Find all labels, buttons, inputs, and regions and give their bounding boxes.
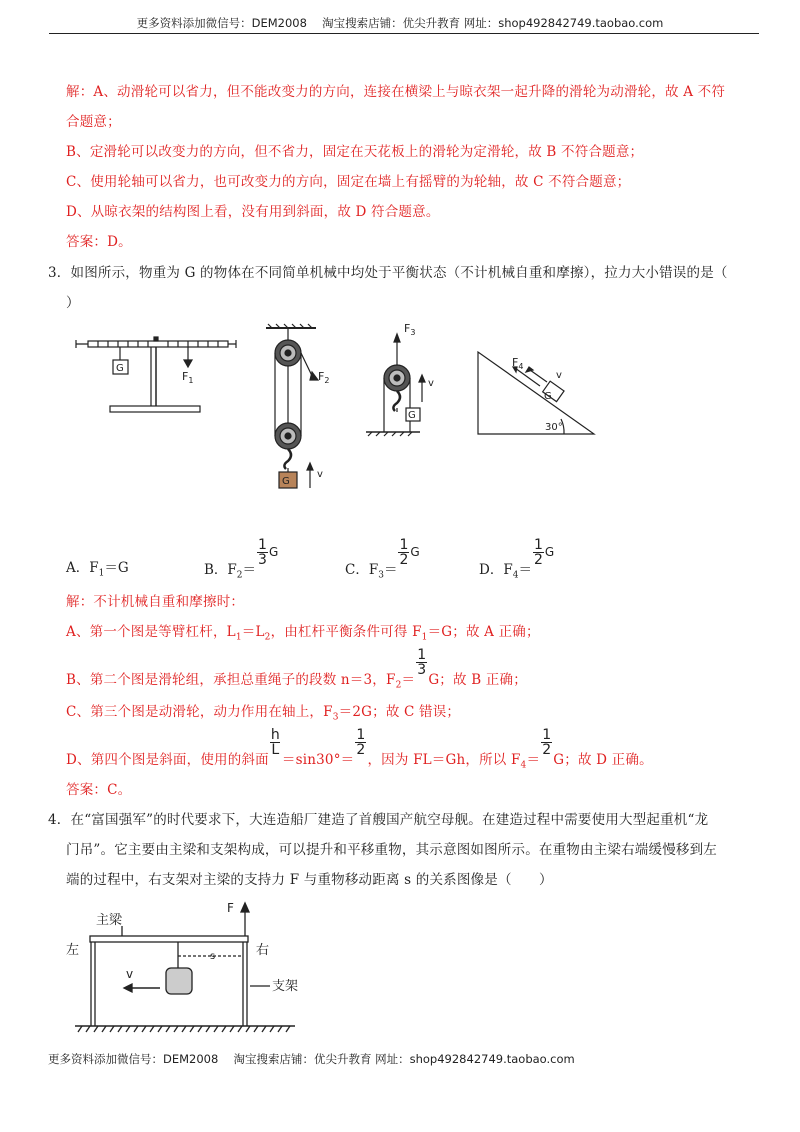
q3-option-d: D．$F_4=$ $\frac{1}{2}$ G <box>479 537 555 581</box>
q3-solution-c: C、第三个图是动滑轮，动力作用在轴上，$F_3=2G$；故 C 错误； <box>66 704 461 723</box>
velocity-label: v <box>126 967 134 981</box>
gantry-crane-figure <box>60 898 320 1038</box>
movable-pulley-figure <box>366 334 425 436</box>
header-rule <box>49 33 759 34</box>
incline-velocity-label: v <box>556 370 562 381</box>
q2-solution-a-line2: 合题意； <box>66 114 121 130</box>
incline-weight-label: G <box>544 391 552 402</box>
q2-solution-c: C、使用轮轴可以省力，也可改变力的方向，固定在墙上有摇臂的为轮轴，故 C 不符合题意； <box>66 174 631 190</box>
incline-angle-label: 30° <box>545 422 563 433</box>
q4-stem-line3: 端的过程中，右支架对主梁的支持力 F 与重物移动距离 s 的关系图像是（ ） <box>66 872 553 888</box>
q3-option-a: A．$F_1=G$ <box>66 560 129 579</box>
movable-pulley-force-label: $F_3$ <box>404 322 416 337</box>
q3-solution-intro: 解：不计机械自重和摩擦时： <box>66 594 245 610</box>
right-label: 右 <box>256 943 270 958</box>
lever-force-label: $F_1$ <box>182 370 194 385</box>
support-label: 支架 <box>272 979 299 994</box>
beam-label: 主梁 <box>96 913 123 928</box>
movable-pulley-weight-label: G <box>408 410 416 421</box>
q4-stem-line2: 门吊”。它主要由主梁和支架构成，可以提升和平移重物，其示意图如图所示。在重物由主梁右端缓慢移到左 <box>66 842 717 858</box>
q2-solution-a-line1: 解：A、动滑轮可以省力，但不能改变力的方向，连接在横梁上与晾衣架一起升降的滑轮为动滑轮，故 A 不符 <box>66 84 726 100</box>
pulley-block-force-label: $F_2$ <box>318 370 330 385</box>
incline-figure <box>478 352 594 434</box>
q2-answer: 答案：D。 <box>66 234 132 250</box>
movable-pulley-velocity-label: v <box>428 378 434 389</box>
force-label: F <box>227 901 234 915</box>
page-header: 更多资料添加微信号：DEM2008 淘宝搜索店铺：优尖升教育 网址：shop492842749.taobao.com <box>136 16 664 30</box>
q3-solution-d: D、第四个图是斜面，使用的斜面 $\frac{h}{L}$ ＝sin30°＝ $\frac{1}{2}$ ，因为 FL＝Gh，所以 $F_4=$ $\frac{1}{2}$ G；故 D 正确。 <box>66 727 653 771</box>
q3-answer: 答案：C。 <box>66 782 132 798</box>
q2-solution-d: D、从晾衣架的结构图上看，没有用到斜面，故 D 符合题意。 <box>66 204 440 220</box>
pulley-block-velocity-label: v <box>317 469 323 480</box>
incline-force-label: $F_4$ <box>512 356 524 371</box>
q3-figure <box>70 320 610 495</box>
distance-label: s <box>210 951 216 962</box>
lever-figure <box>76 337 236 412</box>
pulley-block-figure <box>266 324 318 488</box>
q4-stem-line1: 4．在“富国强军”的时代要求下，大连造船厂建造了首艘国产航空母舰。在建造过程中需要使用大型起重机“龙 <box>48 812 709 828</box>
pulley-block-weight-label: G <box>282 476 290 487</box>
page-footer: 更多资料添加微信号：DEM2008 淘宝搜索店铺：优尖升教育 网址：shop492842749.taobao.com <box>48 1052 575 1066</box>
q3-option-c: C．$F_3=$ $\frac{1}{2}$ G <box>345 537 420 581</box>
q3-solution-a: A、第一个图是等臂杠杆，$L_1=L_2$，由杠杆平衡条件可得 $F_1=G$；故 A 正确； <box>66 624 540 643</box>
lever-weight-label: G <box>116 363 124 374</box>
left-label: 左 <box>66 943 80 958</box>
q2-solution-b: B、定滑轮可以改变力的方向，但不省力，固定在天花板上的滑轮为定滑轮，故 B 不符合题意； <box>66 144 644 160</box>
q3-stem-line1: 3．如图所示，物重为 G 的物体在不同简单机械中均处于平衡状态（不计机械自重和摩擦），拉力大小错误的是（ <box>48 265 728 281</box>
q3-solution-b: B、第二个图是滑轮组，承担总重绳子的段数 n＝3，$F_2=$ $\frac{1}{3}$ G；故 B 正确； <box>66 647 527 691</box>
q3-option-b: B．$F_2=$ $\frac{1}{3}$ G <box>204 537 279 581</box>
q3-stem-line2: ） <box>66 295 80 311</box>
